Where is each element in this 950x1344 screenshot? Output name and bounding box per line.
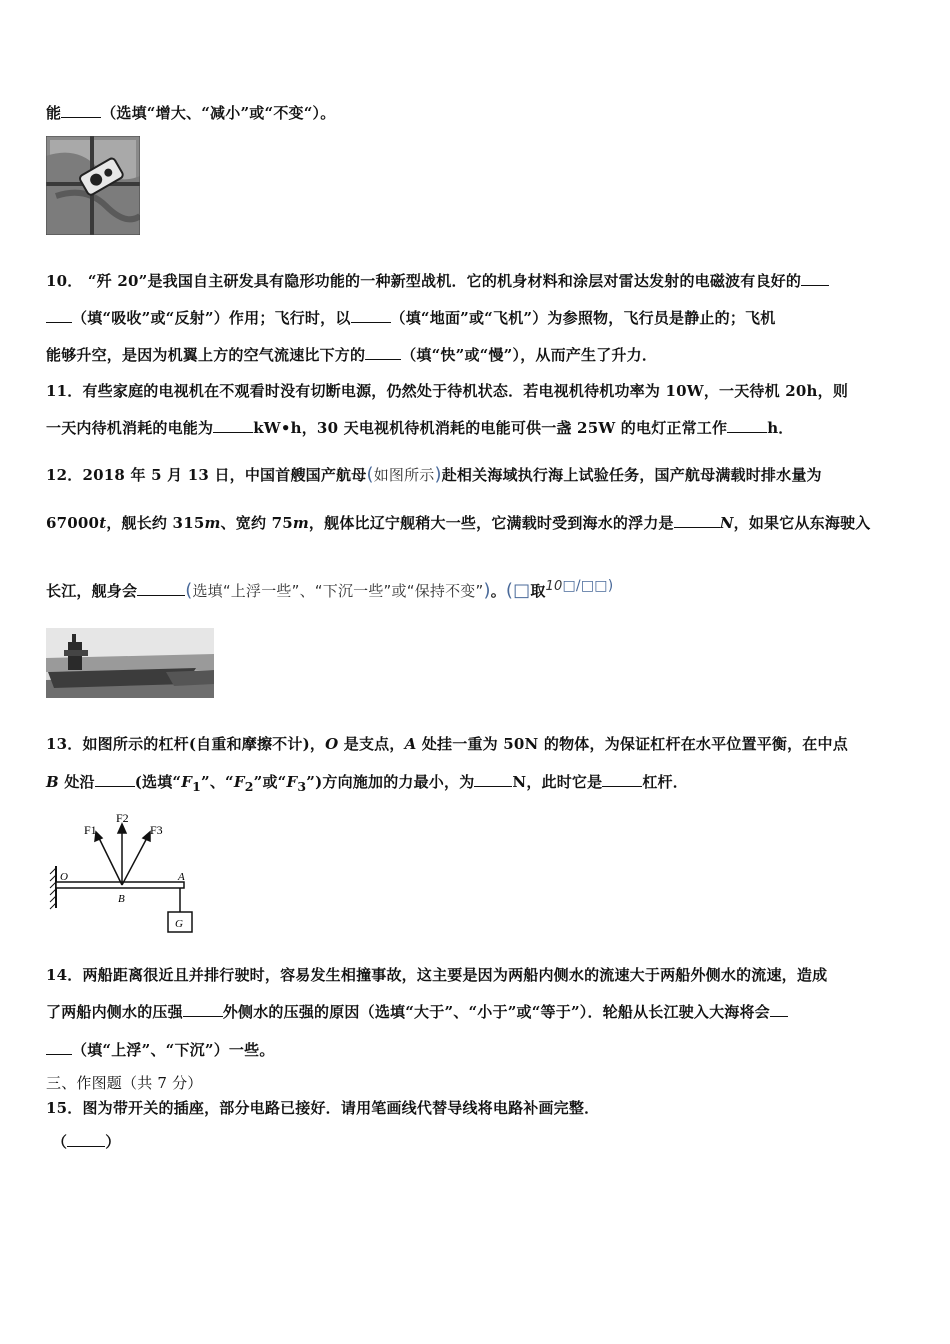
q10-text-2b: （填“地面”或“飞机”）为参照物，飞行员是静止的；飞机 (390, 309, 776, 327)
q13-O: O (325, 735, 339, 753)
q10-blank-2[interactable] (351, 308, 391, 323)
q14-line1 (46, 965, 906, 985)
q12-blank-1[interactable] (674, 513, 720, 528)
q12-note-1: 如图所示 (373, 466, 435, 484)
q10-text-3a: 能够升空，是因为机翼上方的空气流速比下方的 (46, 346, 366, 364)
q15-answer-blank[interactable] (67, 1132, 105, 1147)
q13-text-1c: 处挂一重为 50N 的物体，为保证杠杆在水平位置平衡，在中点 (416, 735, 848, 753)
q12-text-1b: 赴相关海域执行海上试验任务，国产航母满载时排水量为 (441, 466, 822, 484)
q12-text-2a: 67000 (46, 514, 100, 532)
q12-note-2: 选填“上浮一些”、“下沉一些”或“保持不变” (192, 582, 484, 600)
q13-B: B (46, 773, 59, 791)
q11-line2 (46, 418, 906, 438)
q12-text-3a: 长江，舰身会 (46, 582, 138, 600)
label-a: A (178, 871, 185, 883)
q10-line3 (46, 345, 906, 365)
q14-blank-1[interactable] (183, 1002, 223, 1017)
q10-blank-1b[interactable] (46, 308, 72, 323)
q11-text-2b: kW•h，30 天电视机待机消耗的电能可供一盏 25W 的电灯正常工作 (253, 419, 728, 437)
label-f3: F3 (150, 823, 163, 837)
q14-text-3: （填“上浮”、“下沉”）一些。 (72, 1041, 275, 1059)
q13-text-2b: (选填“ (134, 773, 182, 791)
q11-line1 (46, 381, 906, 401)
q10-text-3b: （填“快”或“慢”），从而产生了升力． (401, 346, 658, 364)
label-f1: F1 (84, 823, 97, 837)
q12-unit-m1: m (204, 514, 221, 532)
q12-g-value: 10 (545, 579, 563, 594)
q10-line2 (46, 308, 906, 328)
q11-text-2c: h． (767, 419, 794, 437)
q14-text-2b: 外侧水的压强的原因（选填“大于”、“小于”或“等于”）．轮船从长江驶入大海将会 (222, 1003, 770, 1021)
q9-suffix: （选填“增大、“减小”或“不变“）。 (101, 104, 336, 122)
q14-text-1: 14．两船距离很近且并排行驶时，容易发生相撞事故，这主要是因为两船内侧水的流速大于两船外侧水的流速，造成 (46, 966, 828, 984)
q12-blank-2[interactable] (137, 581, 185, 596)
q13-blank-3[interactable] (602, 772, 642, 787)
label-g: G (175, 918, 183, 930)
q13-blank-1[interactable] (95, 772, 135, 787)
q12-text-3b: 。 (490, 582, 506, 600)
q13-A: A (404, 735, 417, 753)
q10-blank-3[interactable] (365, 345, 401, 360)
q12-unit-m2: m (292, 514, 309, 532)
q13-line1 (46, 734, 906, 754)
q12-text-1a: 12．2018 年 5 月 13 日，中国首艘国产航母 (46, 466, 367, 484)
q14-blank-2a[interactable] (770, 1002, 788, 1017)
label-b: B (118, 893, 125, 905)
q10-text-1: 10． “歼 20”是我国自主研发具有隐形功能的一种新型战机．它的机身材料和涂层对雷达发射的电磁波有良好的 (46, 272, 802, 290)
q12-text-2e: ，如果它从东海驶入 (733, 514, 871, 532)
q15-line1 (46, 1098, 906, 1118)
q9-tail-line (46, 103, 906, 123)
q13-text-2e: 杠杆． (642, 773, 688, 791)
q11-text-2a: 一天内待机消耗的电能为 (46, 419, 214, 437)
q14-blank-2b[interactable] (46, 1040, 72, 1055)
q10-blank-1a[interactable] (801, 271, 829, 286)
q12-text-3c: 取 (530, 582, 546, 600)
q11-blank-2[interactable] (727, 418, 767, 433)
lever-diagram (46, 808, 206, 936)
q13-text-1a: 13．如图所示的杠杆(自重和摩擦不计)， (46, 735, 326, 753)
q13-text-2c: ”)方向施加的力最小，为 (306, 773, 475, 791)
q12-unit-N: N (719, 514, 734, 532)
q12-text-2c: 、宽约 75 (220, 514, 293, 532)
section-3-title: 三、作图题（共 7 分） (46, 1074, 203, 1092)
q13-text-1b: 是支点， (338, 735, 405, 753)
q12-text-2b: ，舰长约 315 (106, 514, 205, 532)
q12-text-2d: ，舰体比辽宁舰稍大一些，它满载时受到海水的浮力是 (308, 514, 674, 532)
aircraft-carrier-photo (46, 628, 214, 698)
label-f2: F2 (116, 811, 129, 825)
q15-text-1: 15．图为带开关的插座，部分电路已接好．请用笔画线代替导线将电路补画完整． (46, 1099, 600, 1117)
q14-line3 (46, 1040, 906, 1060)
q11-text-1: 11．有些家庭的电视机在不观看时没有切断电源，仍然处于待机状态．若电视机待机功率为 10W，一天待机 20h，则 (46, 382, 849, 400)
q9-prefix: 能 (46, 104, 62, 122)
q13-text-2d: N，此时它是 (512, 773, 603, 791)
q14-line2 (46, 1002, 906, 1022)
q14-text-2a: 了两船内侧水的压强 (46, 1003, 183, 1021)
q13-line2: B 处沿 (选填“$F_1$”、“$F_2$”或“$F_3$”)方向施加的力最小，为 N，此时它是 杠杆． (46, 773, 688, 794)
q9-blank[interactable] (61, 103, 101, 118)
window-magnet-photo (46, 136, 140, 235)
q13-text-2a: 处沿 (58, 773, 95, 791)
q13-blank-2[interactable] (474, 772, 512, 787)
q12-line2 (46, 513, 906, 533)
q10-line1 (46, 271, 906, 291)
q11-blank-1[interactable] (213, 418, 253, 433)
q10-text-2a: （填“吸收”或“反射”）作用；飞行时，以 (72, 309, 351, 327)
q12-line3: 长江，舰身会 (选填“上浮一些”、“下沉一些”或“保持不变”)。(□取10□/□□) (46, 578, 614, 601)
q12-unit-t: t (99, 514, 107, 532)
label-o: O (60, 871, 68, 883)
q12-line1: 12．2018 年 5 月 13 日，中国首艘国产航母(如图所示)赴相关海域执行海上试验任务，国产航母满载时排水量为 (46, 464, 822, 485)
q15-answer-line: （ ） (52, 1133, 121, 1151)
